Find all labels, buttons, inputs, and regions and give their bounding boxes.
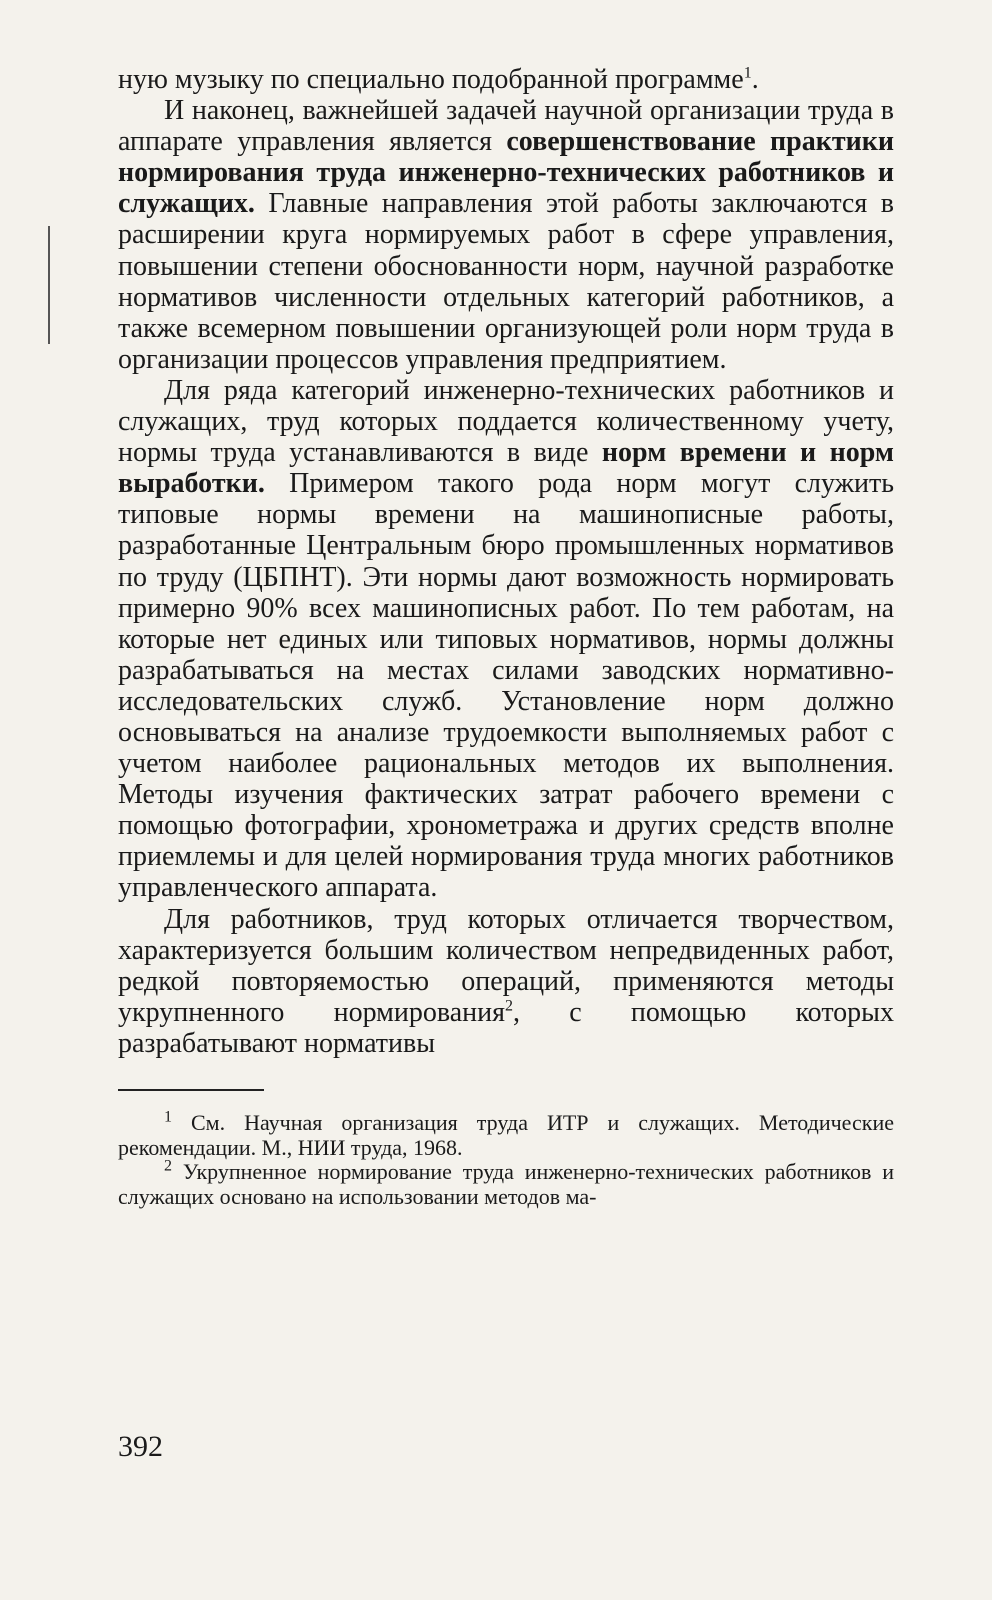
page-content [118,64,894,1209]
text-run: Для работников, труд которых отличается творчеством, характеризуется большим количеством непредвиденных работ, редкой повторяемостью операций, применяются методы укрупненного нормирования [118,903,894,1028]
footnote-text: Укрупненное нормирование труда инженерно-технических работников и служащих основано на использовании методов ма- [118,1159,894,1209]
text-run: И наконец, важнейшей задачей научной организации труда в аппарате управления является [118,95,894,158]
page-number: 392 [118,1430,163,1463]
text-run: Главные направления этой работы заключаются в расширении круга нормируемых работ в сфере управления, повышении степени обоснованности норм, научной разработке нормативов численности отдельных категорий работников, а также всемерном повышении организующей роли норм труда в организации процессов управления предприятием. [118,188,894,375]
margin-pencil-mark [48,226,54,344]
text-run: ную музыку по специально подобранной программе [118,64,744,95]
text-run: , с помощью которых разрабатывают нормативы [118,996,894,1059]
text-run: . [751,64,759,95]
paragraph-p2 [118,95,894,375]
footnotes [118,1108,894,1209]
footnote-text: См. Научная организация труда ИТР и служащих. Методические рекомендации. М., НИИ труда, 1968. [118,1110,894,1160]
bold-term: совершенствование практики нормирования труда инженерно-технических работников и служащих. [118,126,894,220]
footnote-mark: 1 [164,1108,172,1126]
paragraph-p1 [118,64,894,95]
main-text [118,64,894,1059]
footnote-1 [118,1108,894,1160]
bold-term: норм времени и норм выработки. [118,437,894,500]
paragraph-p4 [118,904,894,1059]
footnote-ref[interactable]: 1 [743,64,752,82]
footnote-separator [118,1089,264,1091]
text-run: Для ряда категорий инженерно-технических работников и служащих, труд которых поддается количественному учету, нормы труда устанавливаются в виде [118,374,894,469]
footnote-mark: 2 [164,1157,172,1175]
paragraph-p3 [118,375,894,904]
text-run: Примером такого рода норм могут служить типовые нормы времени на машинописные работы, разработанные Центральным бюро промышленных нормативов по труду (ЦБПНТ). Эти нормы дают возможность нормировать примерно 90% всех машинописных работ. По тем работам, на которые нет единых или типовых нормативов, нормы должны разрабатываться на местах силами заводских нормативно-исследовательских служб. Установление норм должно основываться на анализе трудоемкости выполняемых работ с учетом наиболее рациональных методов их выполнения. Методы изучения фактических затрат рабочего времени с помощью фотографии, хронометража и других средств вполне приемлемы и для целей нормирования труда многих работников управленческого аппарата. [118,468,894,904]
footnote-2 [118,1157,894,1209]
footnote-ref[interactable]: 2 [505,997,513,1015]
